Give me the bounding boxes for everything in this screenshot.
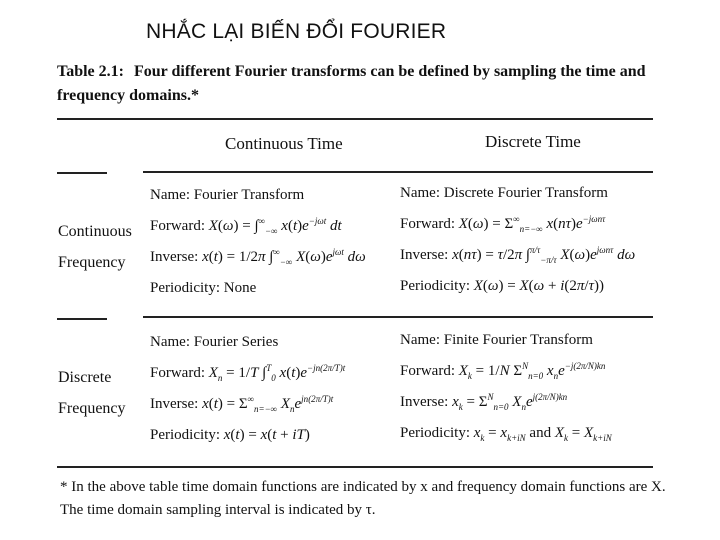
footnote-line: The time domain sampling interval is indicated by τ. <box>60 502 376 518</box>
forward-line: Forward: $X(\omega) = \int^\infty_{-\infty}$ $x(t)e^{-j\omega t}$ dt <box>150 216 342 236</box>
rule-middle-right <box>143 316 653 318</box>
row-header-continuous-frequency <box>58 216 132 278</box>
rule-header-right <box>143 171 653 173</box>
periodicity-line: Periodicity: None <box>150 280 257 296</box>
forward-line: Forward: $X_n = 1/T$ ∫$^T_0$ $x(t)e^{-jn(2\pi/T)t}$ <box>150 363 346 383</box>
table-footnote <box>60 476 680 522</box>
periodicity-line: Periodicity: $x_k = x_{k+iN}$ and $X_k = X_{k+iN}$ <box>400 425 612 443</box>
name-line: Name: Discrete Fourier Transform <box>400 185 608 201</box>
name-line: Name: Fourier Transform <box>150 187 305 203</box>
rule-bottom <box>57 466 653 468</box>
inverse-line: Inverse: x(nτ) = τ/2π ∫$^{\pi/\tau}_{-\pi/\tau}$ $X(\omega)e^{j\omega n\tau}$ dω <box>400 245 636 265</box>
column-header-discrete-time: Discrete Time <box>485 132 581 151</box>
column-header-continuous-time: Continuous Time <box>225 134 343 153</box>
cell-discrete-fourier-transform <box>400 178 635 302</box>
forward-line: Forward: $X(\omega) = \Sigma^\infty_{n=-\infty}$ $x(n\tau)e^{-j\omega n\tau}$ <box>400 214 606 234</box>
inverse-line: Inverse: $x(t) = \Sigma^\infty_{n=-\infty}$ $X_ne^{jn(2\pi/T)t}$ <box>150 394 334 414</box>
transform-name: Fourier Series <box>193 334 279 350</box>
cell-finite-fourier-transform <box>400 325 612 449</box>
inverse-line: Inverse: $x_k = \Sigma^N_{n=0}$ $X_ne^{j(2\pi/N)kn}$ <box>400 392 568 412</box>
rule-header-left <box>57 172 107 174</box>
name-line: Name: Fourier Series <box>150 334 279 350</box>
cell-fourier-series <box>150 327 345 451</box>
table-caption <box>57 60 667 108</box>
forward-line: Forward: $X_k = 1/N$ $\Sigma^N_{n=0}$ $x_ne^{-j(2\pi/N)kn}$ <box>400 361 606 381</box>
name-line: Name: Finite Fourier Transform <box>400 332 593 348</box>
table-label: Table 2.1: <box>57 63 124 80</box>
row-header-line: Frequency <box>58 254 126 271</box>
cell-fourier-transform <box>150 180 366 304</box>
rule-middle-left <box>57 318 107 320</box>
slide-title: NHẮC LẠI BIẾN ĐỔI FOURIER <box>146 20 447 43</box>
footnote-line: * In the above table time domain functions are indicated by x and frequency domain functions are X. <box>60 479 666 495</box>
periodicity-line: Periodicity: x(t) = x(t + iT) <box>150 427 310 443</box>
transform-name: Discrete Fourier Transform <box>443 185 608 201</box>
transform-name: Fourier Transform <box>193 187 305 203</box>
inverse-line: Inverse: x(t) = 1/2π $\int^\infty_{-\infty}$ $X(\omega)e^{j\omega t}$ dω <box>150 247 366 267</box>
row-header-line: Continuous <box>58 223 132 240</box>
periodicity-line: Periodicity: X(ω) = X(ω + i(2π/τ)) <box>400 278 604 294</box>
row-header-line: Frequency <box>58 400 126 417</box>
rule-top <box>57 118 653 120</box>
transform-name: Finite Fourier Transform <box>443 332 593 348</box>
table-caption-text: Four different Fourier transforms can be defined by sampling the time and frequency domains.* <box>57 63 646 104</box>
row-header-line: Discrete <box>58 369 112 386</box>
row-header-discrete-frequency <box>58 362 126 424</box>
